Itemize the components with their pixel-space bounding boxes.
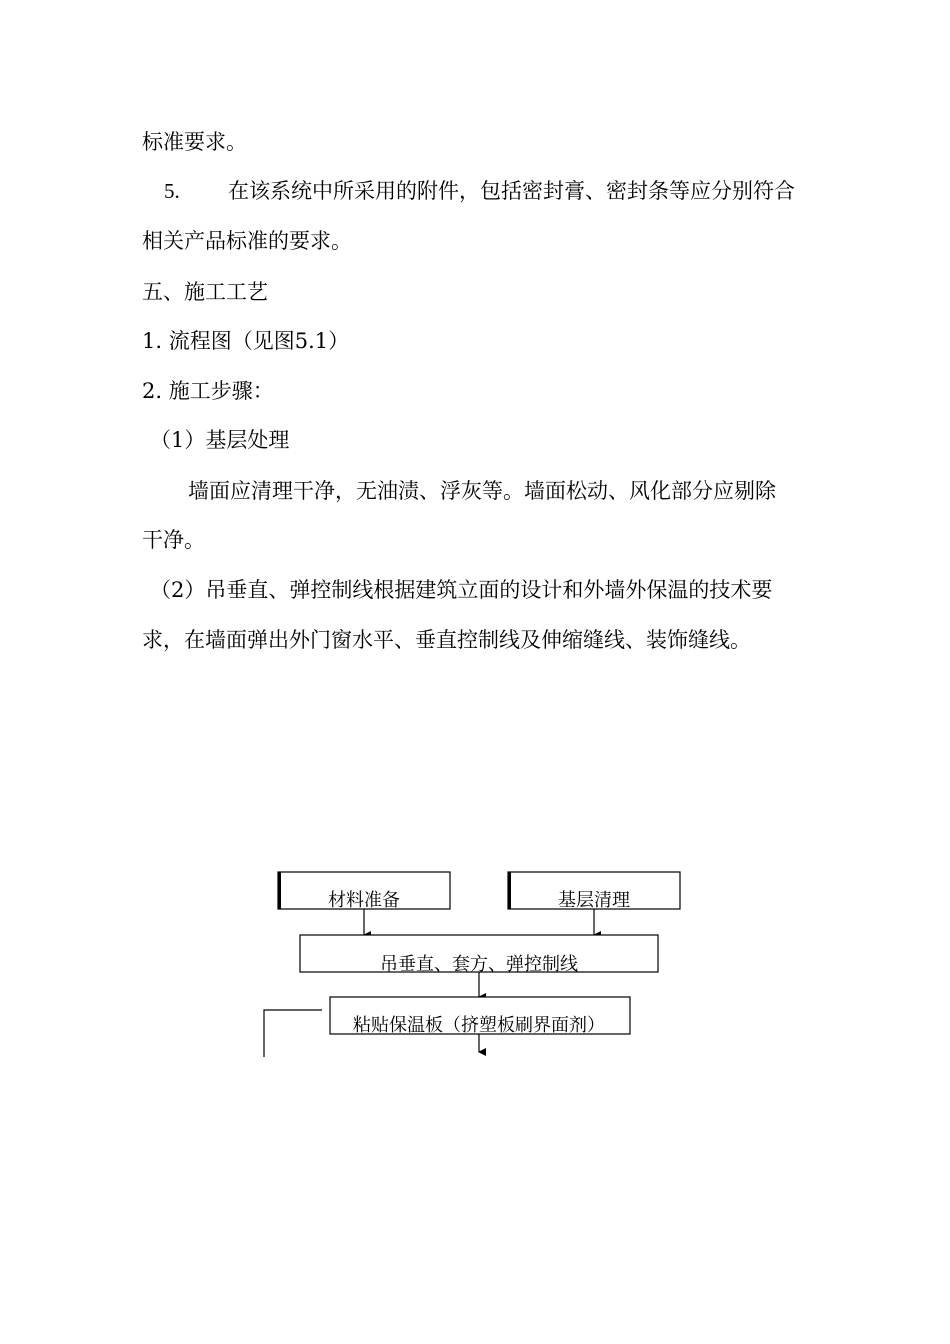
sub-step-2-body-line-2: 求，在墙面弹出外门窗水平、垂直控制线及伸缩缝线、装饰缝线。 [142, 628, 751, 652]
flow-box-base-clean [508, 872, 680, 911]
section-heading-construction-process: 五、施工工艺 [142, 280, 268, 304]
sub-step-1-title: （1）基层处理 [150, 428, 290, 452]
step-2-construction-steps: 2. 施工步骤： [142, 379, 274, 403]
flow-box-paste-label: 粘贴保温板（挤塑板刷界面剂） [353, 1015, 605, 1036]
sub-step-1-body-line-1: 墙面应清理干净，无油渍、浮灰等。墙面松动、风化部分应剔除 [188, 479, 776, 503]
flow-box-plumb [300, 935, 658, 975]
item-5-text-line-1: 在该系统中所采用的附件，包括密封膏、密封条等应分别符合 [228, 179, 795, 203]
flow-feedback-connector [264, 1010, 322, 1057]
step-1-flowchart: 1. 流程图（见图5.1） [142, 329, 350, 353]
flow-box-plumb-label: 吊垂直、套方、弹控制线 [380, 954, 578, 975]
flow-box-materials-label: 材料准备 [328, 890, 400, 911]
text-line-standard-requirement: 标准要求。 [142, 130, 247, 154]
flow-box-base-clean-label: 基层清理 [558, 890, 630, 911]
sub-step-1-body-line-2: 干净。 [142, 528, 205, 552]
flow-box-materials [278, 872, 450, 911]
flow-box-paste [330, 997, 630, 1036]
item-5-text-line-2: 相关产品标准的要求。 [142, 229, 352, 253]
sub-step-2-body-line-1: （2）吊垂直、弹控制线根据建筑立面的设计和外墙外保温的技术要 [150, 578, 773, 602]
item-5-number: 5. [164, 179, 180, 203]
